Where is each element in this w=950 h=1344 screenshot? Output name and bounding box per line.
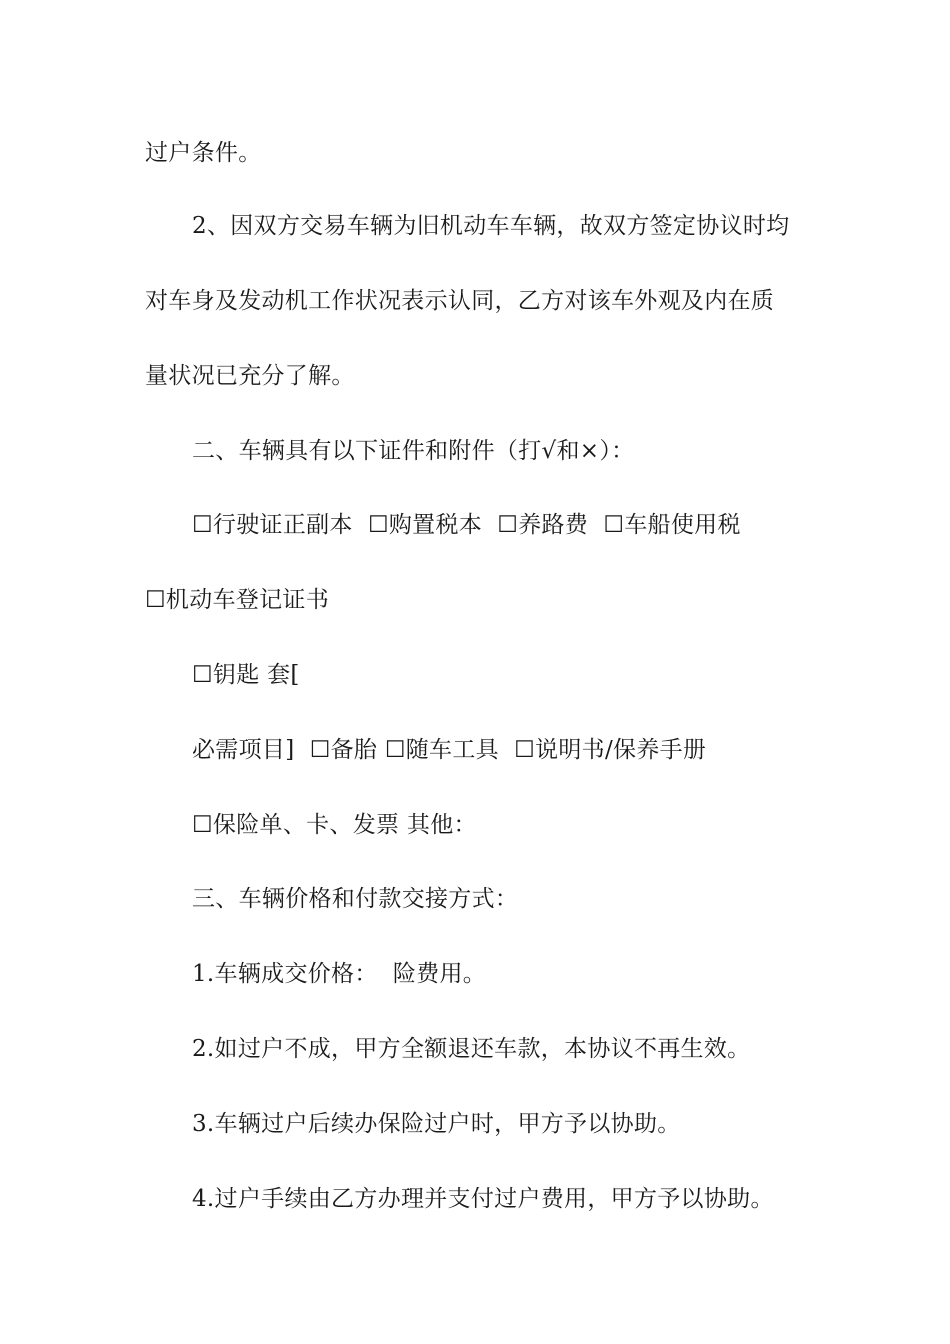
checklist-line-2: ☐机动车登记证书 — [145, 587, 330, 613]
text-line-4: 量状况已充分了解。 — [145, 363, 355, 389]
checklist-line-5: ☐保险单、卡、发票 其他： — [192, 812, 477, 838]
checklist-line-1: ☐行驶证正副本 ☐购置税本 ☐养路费 ☐车船使用税 — [192, 512, 741, 538]
clause-4: 4.过户手续由乙方办理并支付过户费用，甲方予以协助。 — [192, 1186, 774, 1212]
text-line-3: 对车身及发动机工作状况表示认同，乙方对该车外观及内在质 — [145, 288, 775, 314]
clause-1: 1.车辆成交价格： 险费用。 — [192, 961, 487, 987]
text-line-1: 过户条件。 — [145, 140, 262, 166]
section-heading-payment: 三、车辆价格和付款交接方式： — [192, 886, 519, 912]
clause-3: 3.车辆过户后续办保险过户时，甲方予以协助。 — [192, 1111, 681, 1137]
checklist-line-4: 必需项目] ☐备胎 ☐随车工具 ☐说明书/保养手册 — [192, 737, 707, 763]
section-heading-documents: 二、车辆具有以下证件和附件（打√和×）： — [192, 438, 635, 464]
checklist-line-3: ☐钥匙 套[ — [192, 662, 300, 688]
text-line-2: 2、因双方交易车辆为旧机动车车辆，故双方签定协议时均 — [192, 213, 790, 239]
clause-2: 2.如过户不成，甲方全额退还车款，本协议不再生效。 — [192, 1036, 751, 1062]
